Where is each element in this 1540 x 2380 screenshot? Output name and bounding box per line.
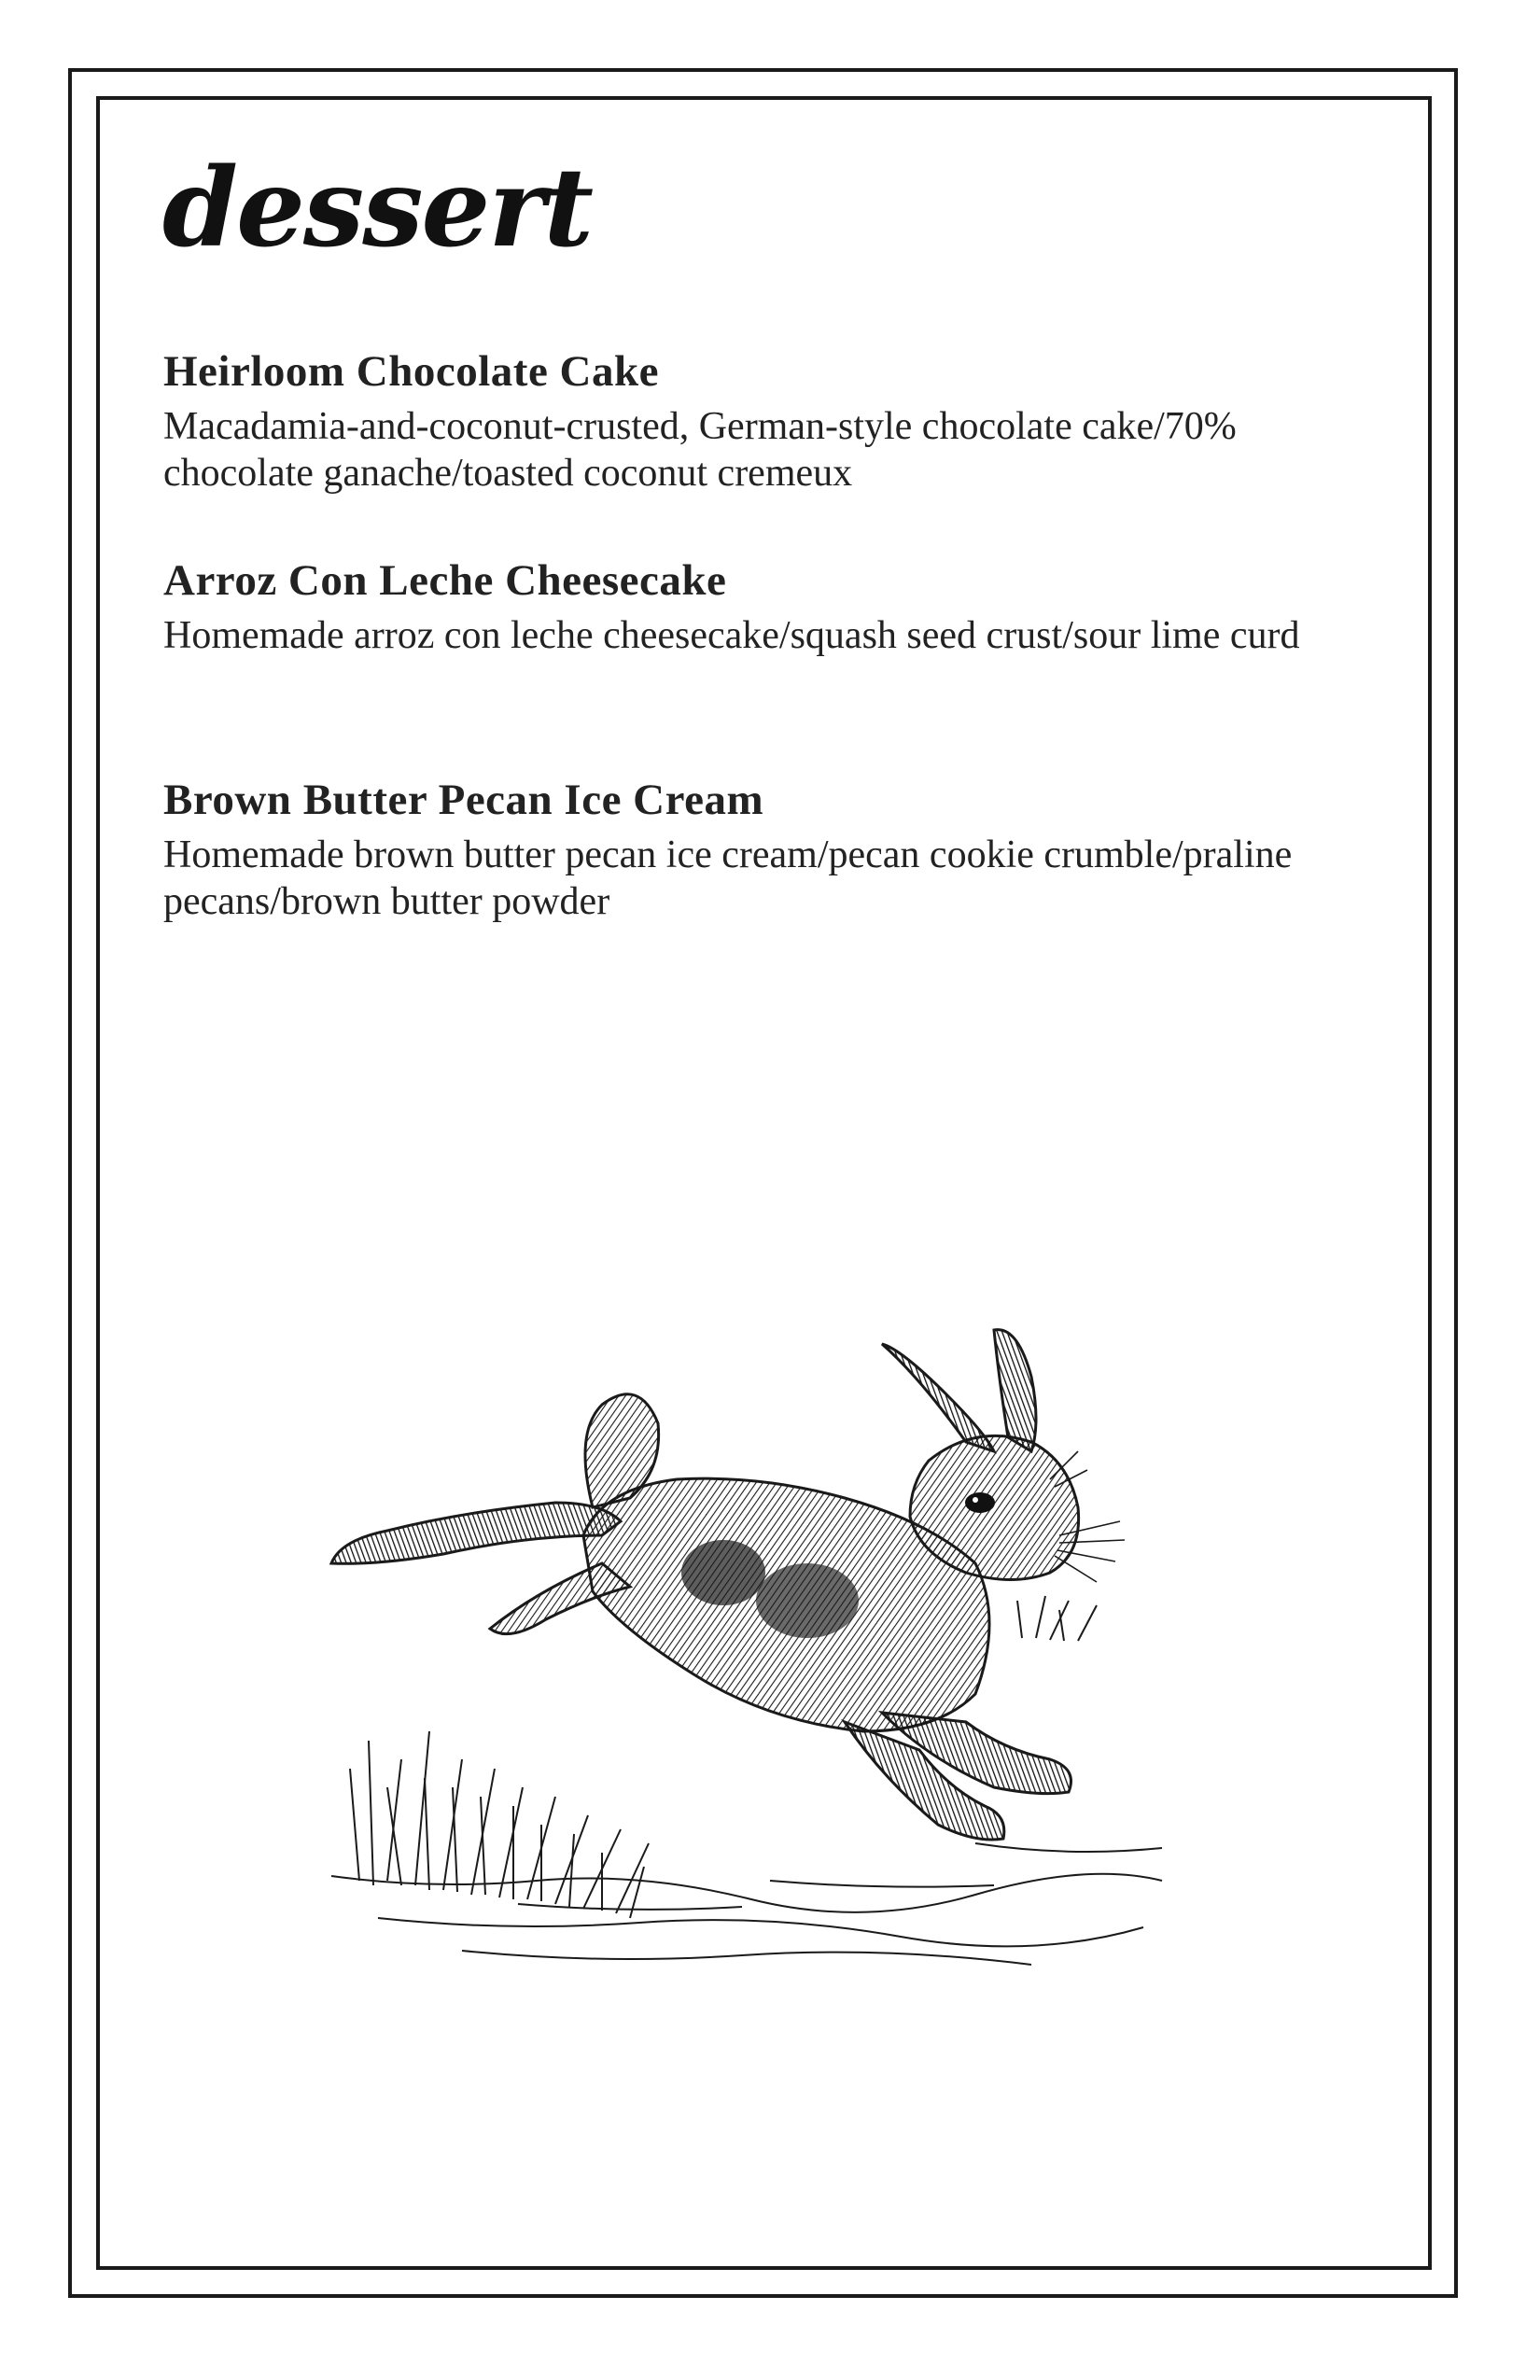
menu-item-description: Homemade arroz con leche cheesecake/squash seed crust/sour lime curd	[163, 614, 1300, 657]
menu-title: dessert	[162, 145, 593, 272]
rabbit-ear-icon	[882, 1344, 994, 1451]
menu-item-name: Heirloom Chocolate Cake	[163, 347, 660, 396]
menu-item	[163, 774, 1377, 925]
leaping-rabbit-icon	[322, 1321, 1209, 1983]
menu-item-description: Macadamia-and-coconut-crusted, German-style chocolate cake/70% chocolate ganache/toasted coconut cremeux	[163, 405, 1237, 495]
menu-item	[163, 345, 1377, 497]
hind-leg-icon	[331, 1503, 621, 1563]
menu-item-description: Homemade brown butter pecan ice cream/pecan cookie crumble/praline pecans/brown butter powder	[163, 833, 1293, 923]
menu-item-name: Arroz Con Leche Cheesecake	[163, 556, 727, 605]
menu-item	[163, 554, 1299, 659]
menu-item-name: Brown Butter Pecan Ice Cream	[163, 776, 764, 824]
rabbit-eye-icon	[965, 1492, 995, 1513]
rabbit-ear-icon	[994, 1330, 1036, 1451]
